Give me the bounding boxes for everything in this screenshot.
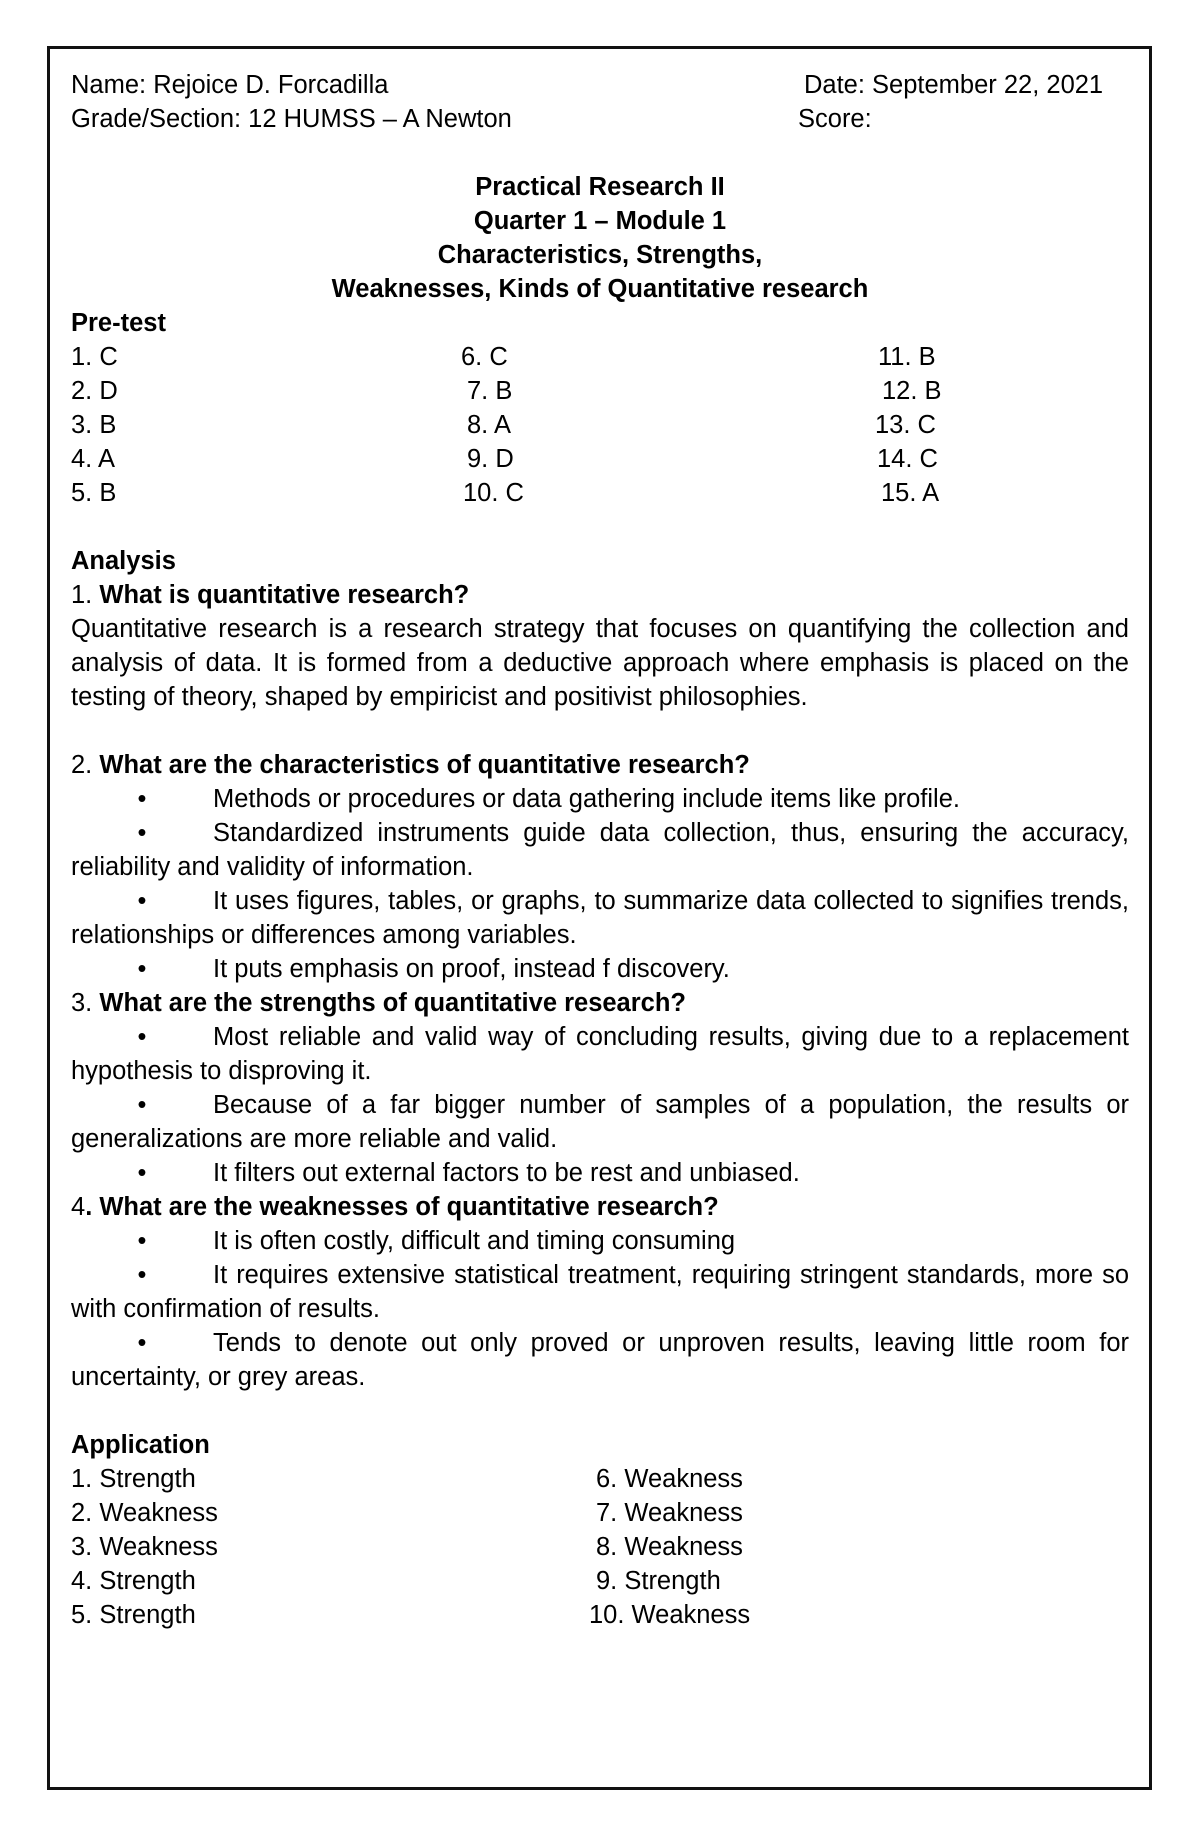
question-text: What are the strengths of quantitative research? [99, 989, 686, 1017]
bullet-item [71, 1156, 1129, 1190]
pretest-answer: 7. B [467, 377, 513, 405]
application-answer: 5. Strength [71, 1601, 196, 1629]
bullet-icon: • [137, 785, 147, 813]
pretest-answer: 10. C [463, 479, 524, 507]
pretest-row [71, 340, 1129, 374]
analysis-heading: Analysis [71, 547, 176, 575]
bullet-icon: • [137, 1091, 147, 1119]
application-answer: 4. Strength [71, 1567, 196, 1595]
pretest-answer: 14. C [877, 445, 938, 473]
application-heading: Application [71, 1431, 210, 1459]
bullet-item [71, 782, 1129, 816]
application-answer: 9. Strength [596, 1567, 721, 1595]
pretest-answer: 6. C [461, 343, 508, 371]
bullet-icon: • [137, 1329, 147, 1357]
bullet-item [71, 1224, 1129, 1258]
bullet-icon: • [137, 887, 147, 915]
date: Date: September 22, 2021 [804, 71, 1104, 99]
title-line-2: Quarter 1 – Module 1 [473, 207, 727, 235]
bullet-icon: • [137, 819, 147, 847]
pretest-answer: 9. D [467, 445, 514, 473]
pretest-answer: 3. B [71, 411, 117, 439]
bullet-item [71, 1258, 1129, 1326]
pretest-heading: Pre-test [71, 309, 166, 337]
question-4 [71, 1190, 1129, 1224]
question-number: 2. [71, 751, 93, 779]
pretest-answer: 1. C [71, 343, 118, 371]
pretest-answer: 4. A [71, 445, 115, 473]
bullet-text: It is often costly, difficult and timing consuming [213, 1227, 736, 1255]
pretest-answer: 8. A [467, 411, 511, 439]
application-answer: 6. Weakness [596, 1465, 743, 1493]
question-number: 1. [71, 581, 93, 609]
bullet-icon: • [137, 1261, 147, 1289]
title-line-3: Characteristics, Strengths, [437, 241, 763, 269]
question-text: . What are the weaknesses of quantitative research? [85, 1193, 719, 1221]
bullet-item [71, 884, 1129, 952]
application-answer: 8. Weakness [596, 1533, 743, 1561]
question-3 [71, 986, 1129, 1020]
bullet-item [71, 816, 1129, 884]
bullet-icon: • [137, 1227, 147, 1255]
application-answer: 7. Weakness [596, 1499, 743, 1527]
bullet-icon: • [137, 1023, 147, 1051]
bullet-item [71, 1088, 1129, 1156]
answer-1: Quantitative research is a research strategy that focuses on quantifying the collection and analysis of data. It is formed from a deductive approach where emphasis is placed on the testing of theory, shaped by empiricist and positivist philosophies. [71, 615, 1129, 711]
application-answer: 10. Weakness [589, 1601, 751, 1629]
application-answer: 3. Weakness [71, 1533, 218, 1561]
header-row-2 [71, 102, 1129, 136]
bullet-text: Tends to denote out only proved or unproven results, leaving little room for uncertainty, or grey areas. [71, 1329, 1129, 1391]
pretest-answer: 12. B [882, 377, 942, 405]
pretest-answer: 2. D [71, 377, 118, 405]
bullet-text: It puts emphasis on proof, instead f discovery. [213, 955, 730, 983]
pretest-row [71, 374, 1129, 408]
bullet-item [71, 1020, 1129, 1088]
pretest-answer: 5. B [71, 479, 117, 507]
application-row [71, 1564, 1129, 1598]
application-row [71, 1530, 1129, 1564]
title-line-4: Weaknesses, Kinds of Quantitative research [331, 275, 869, 303]
pretest-row [71, 476, 1129, 510]
question-text: What is quantitative research? [99, 581, 470, 609]
question-2 [71, 748, 1129, 782]
grade-section: Grade/Section: 12 HUMSS – A Newton [71, 105, 512, 133]
question-number: 3. [71, 989, 93, 1017]
pretest-answer: 15. A [881, 479, 940, 507]
question-1 [71, 578, 1129, 612]
pretest-answer: 13. C [875, 411, 936, 439]
worksheet [71, 68, 1129, 1632]
header-row-1 [71, 68, 1129, 102]
bullet-item [71, 952, 1129, 986]
question-number: 4 [71, 1193, 86, 1221]
bullet-icon: • [137, 955, 147, 983]
application-row [71, 1462, 1129, 1496]
application-answer: 2. Weakness [71, 1499, 218, 1527]
bullet-text: Methods or procedures or data gathering include items like profile. [213, 785, 960, 813]
question-text: What are the characteristics of quantitative research? [99, 751, 750, 779]
bullet-text: It uses figures, tables, or graphs, to summarize data collected to signifies trends, relationships or differences among variables. [71, 887, 1129, 949]
title-line-1: Practical Research II [475, 173, 725, 201]
bullet-icon: • [137, 1159, 147, 1187]
pretest-row [71, 442, 1129, 476]
bullet-text: Because of a far bigger number of samples of a population, the results or generalizations are more reliable and valid. [71, 1091, 1129, 1153]
bullet-text: It requires extensive statistical treatment, requiring stringent standards, more so with confirmation of results. [71, 1261, 1129, 1323]
pretest-answer: 11. B [878, 343, 936, 371]
score: Score: [798, 105, 872, 133]
bullet-text: Standardized instruments guide data collection, thus, ensuring the accuracy, reliability and validity of information. [71, 819, 1129, 881]
bullet-text: It filters out external factors to be rest and unbiased. [213, 1159, 800, 1187]
application-row [71, 1496, 1129, 1530]
application-answer: 1. Strength [71, 1465, 196, 1493]
bullet-text: Most reliable and valid way of concluding results, giving due to a replacement hypothesis to disproving it. [71, 1023, 1129, 1085]
bullet-item [71, 1326, 1129, 1394]
student-name: Name: Rejoice D. Forcadilla [71, 71, 389, 99]
application-row [71, 1598, 1129, 1632]
pretest-row [71, 408, 1129, 442]
